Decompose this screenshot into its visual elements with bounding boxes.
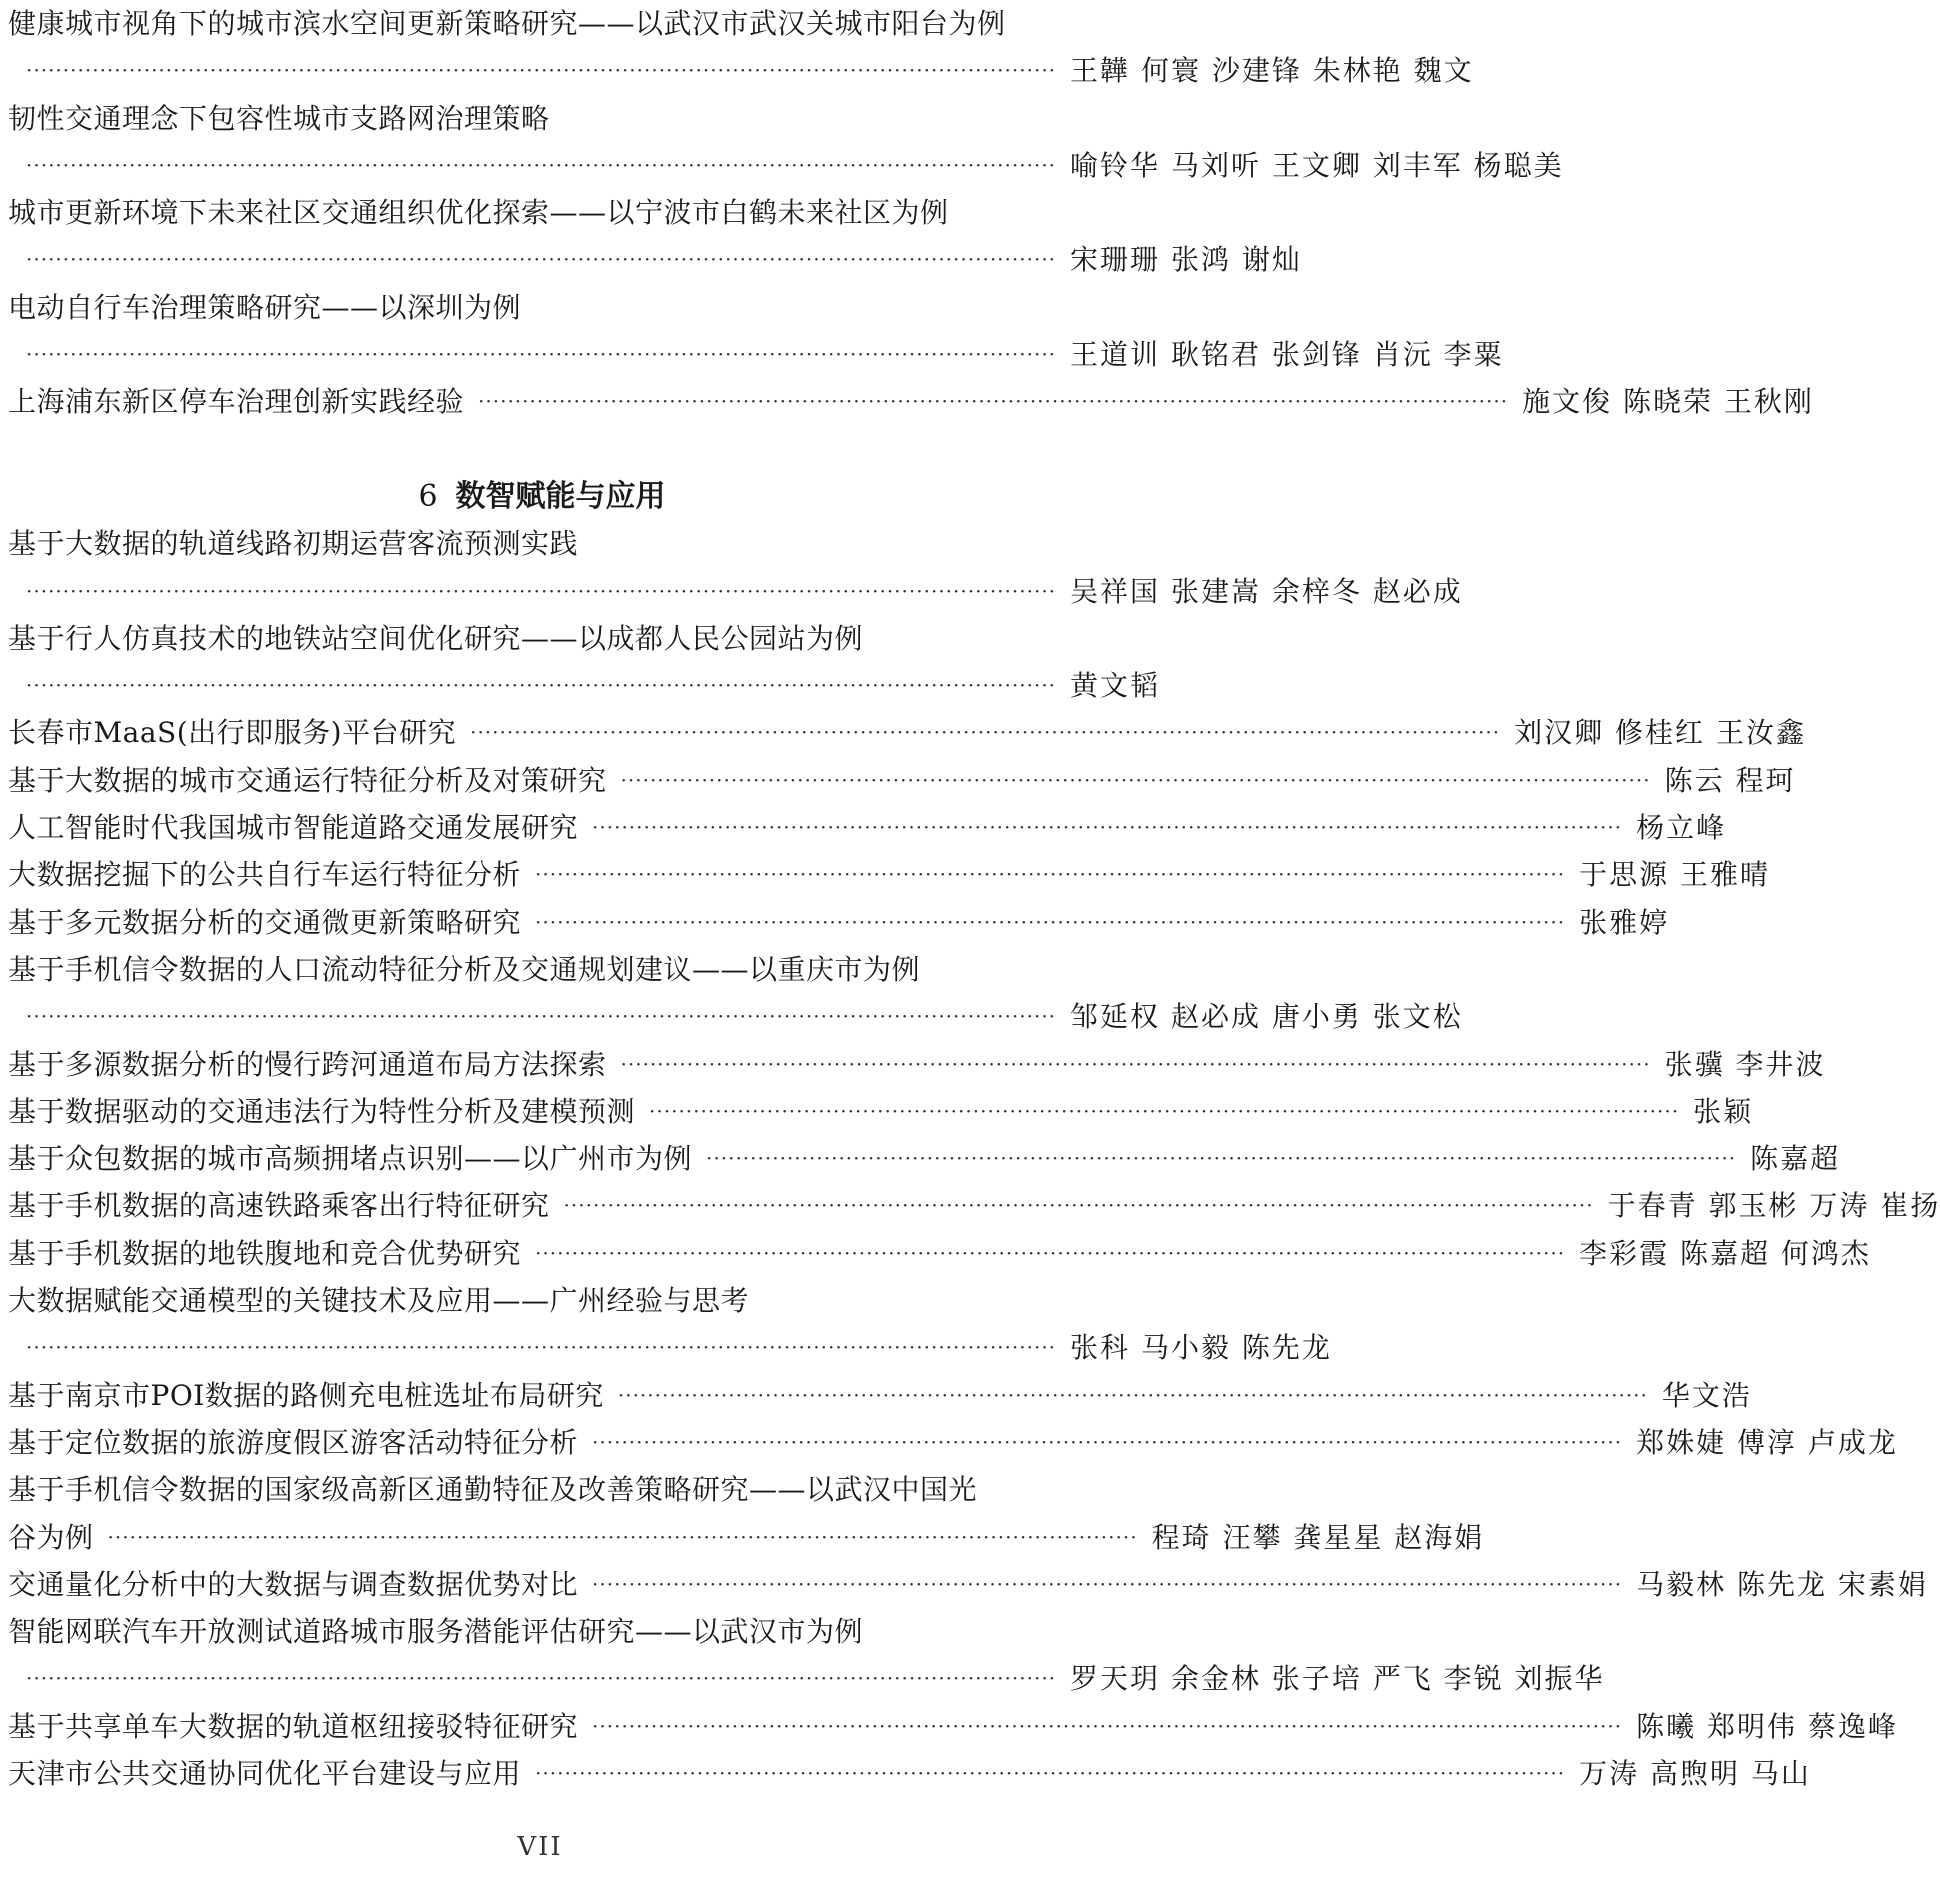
- entry-authors: 郑姝婕 傅淳 卢成龙: [1636, 1425, 1898, 1459]
- toc-entry: [8, 1703, 1898, 1750]
- toc-entry-authors-line: [8, 1655, 1605, 1702]
- entry-title: 基于多源数据分析的慢行跨河通道布局方法探索: [8, 1047, 607, 1081]
- entry-title: 基于手机信令数据的国家级高新区通勤特征及改善策略研究——以武汉中国光: [8, 1473, 978, 1507]
- toc-entry: [8, 1182, 1940, 1229]
- toc-entry-authors-line: [8, 1324, 1332, 1371]
- page-number: VII: [517, 1832, 563, 1862]
- entry-authors: 邹延权 赵必成 唐小勇 张文松: [1070, 1000, 1463, 1034]
- entry-authors: 张雅婷: [1579, 905, 1670, 939]
- entry-title: 基于多元数据分析的交通微更新策略研究: [8, 905, 522, 939]
- section-number: 6: [418, 478, 438, 514]
- dot-leader: ············································································································································: [26, 1004, 1057, 1029]
- dot-leader: ············································································································································: [620, 1051, 1651, 1076]
- dot-leader: ············································································································································: [26, 1666, 1057, 1691]
- entry-title: 电动自行车治理策略研究——以深圳为例: [8, 290, 522, 324]
- entry-authors: 于思源 王雅晴: [1579, 858, 1770, 892]
- entry-title: 韧性交通理念下包容性城市支路网治理策略: [8, 101, 550, 135]
- toc-entry-authors-line: [8, 568, 1463, 615]
- entry-authors: 于春青 郭玉彬 万涛 崔扬: [1607, 1189, 1940, 1223]
- entry-title: 交通量化分析中的大数据与调查数据优势对比: [8, 1567, 579, 1601]
- toc-entry-title-line: [8, 1277, 1076, 1324]
- entry-authors: 罗天玥 余金林 张子培 严飞 李锐 刘振华: [1070, 1662, 1605, 1696]
- dot-leader: ············································································································································: [592, 1571, 1623, 1596]
- dot-leader: ············································································································································: [26, 673, 1057, 698]
- toc-entry-title-line: [8, 284, 1076, 331]
- dot-leader: ············································································································································: [535, 909, 1566, 934]
- section-heading: [8, 473, 1076, 520]
- toc-entry: [8, 851, 1770, 898]
- entry-authors: 张科 马小毅 陈先龙: [1070, 1331, 1332, 1365]
- entry-authors: 王韡 何寰 沙建锋 朱林艳 魏文: [1070, 54, 1474, 88]
- toc-entry-title-line: [8, 1608, 1076, 1655]
- entry-authors: 陈嘉超: [1750, 1142, 1841, 1176]
- entry-authors: 马毅林 陈先龙 宋素娟: [1636, 1567, 1928, 1601]
- dot-leader: ············································································································································: [478, 389, 1509, 414]
- entry-title: 大数据赋能交通模型的关键技术及应用——广州经验与思考: [8, 1284, 750, 1318]
- section-title: 数智赋能与应用: [455, 478, 666, 514]
- toc-entry-title-line: [8, 0, 1076, 47]
- entry-authors: 黄文韬: [1070, 669, 1161, 703]
- entry-title: 基于南京市POI数据的路侧充电桩选址布局研究: [8, 1378, 604, 1412]
- toc-entry: [8, 1041, 1826, 1088]
- entry-title: 城市更新环境下未来社区交通组织优化探索——以宁波市白鹤未来社区为例: [8, 196, 949, 230]
- entry-authors: 陈曦 郑明伟 蔡逸峰: [1636, 1709, 1898, 1743]
- toc-entry: [8, 1372, 1752, 1419]
- toc-entry-title-line: [8, 946, 1076, 993]
- entry-title: 人工智能时代我国城市智能道路交通发展研究: [8, 811, 579, 845]
- entry-authors: 张颖: [1693, 1094, 1754, 1128]
- toc-entry-title-line: [8, 1466, 1076, 1513]
- dot-leader: ············································································································································: [617, 1382, 1648, 1407]
- toc-entry-title-line: [8, 189, 1076, 236]
- toc-entry-authors-line: [8, 993, 1463, 1040]
- toc-entry: [8, 378, 1814, 425]
- spacer: [8, 426, 1076, 473]
- dot-leader: ············································································································································: [592, 1429, 1623, 1454]
- entry-title: 基于行人仿真技术的地铁站空间优化研究——以成都人民公园站为例: [8, 621, 864, 655]
- toc-entry: [8, 757, 1796, 804]
- entry-title: 基于大数据的城市交通运行特征分析及对策研究: [8, 763, 607, 797]
- entry-title: 基于大数据的轨道线路初期运营客流预测实践: [8, 527, 579, 561]
- entry-title: 天津市公共交通协同优化平台建设与应用: [8, 1756, 522, 1790]
- entry-authors: 施文俊 陈晓荣 王秋刚: [1522, 385, 1814, 419]
- entry-authors: 万涛 高煦明 马山: [1579, 1756, 1811, 1790]
- table-of-contents: [8, 0, 1940, 1797]
- toc-entry-title-line: [8, 615, 1076, 662]
- entry-title: 基于手机数据的高速铁路乘客出行特征研究: [8, 1189, 550, 1223]
- toc-entry: [8, 709, 1806, 756]
- entry-authors: 吴祥国 张建嵩 余梓冬 赵必成: [1070, 574, 1463, 608]
- toc-entry: [8, 1135, 1841, 1182]
- entry-authors: 宋珊珊 张鸿 谢灿: [1070, 243, 1302, 277]
- entry-authors: 刘汉卿 修桂红 王汝鑫: [1514, 716, 1806, 750]
- entry-title: 上海浦东新区停车治理创新实践经验: [8, 385, 465, 419]
- dot-leader: ············································································································································: [535, 1240, 1566, 1265]
- dot-leader: ············································································································································: [620, 767, 1651, 792]
- toc-entry: [8, 1419, 1898, 1466]
- toc-entry-authors-line: [8, 142, 1564, 189]
- entry-title: 基于众包数据的城市高频拥堵点识别——以广州市为例: [8, 1142, 693, 1176]
- entry-authors: 喻铃华 马刘听 王文卿 刘丰军 杨聪美: [1070, 148, 1564, 182]
- entry-title: 长春市MaaS(出行即服务)平台研究: [8, 716, 457, 750]
- toc-entry-authors-line: [8, 236, 1302, 283]
- entry-authors: 华文浩: [1661, 1378, 1752, 1412]
- dot-leader: ············································································································································: [706, 1146, 1737, 1171]
- entry-authors: 张骥 李井波: [1664, 1047, 1826, 1081]
- entry-authors: 程琦 汪攀 龚星星 赵海娟: [1151, 1520, 1485, 1554]
- dot-leader: ············································································································································: [26, 578, 1057, 603]
- toc-entry-title-line: [8, 95, 1076, 142]
- dot-leader: ············································································································································: [535, 1760, 1566, 1785]
- toc-entry-authors-line: [8, 47, 1474, 94]
- entry-title: 基于数据驱动的交通违法行为特性分析及建模预测: [8, 1094, 636, 1128]
- dot-leader: ············································································································································: [592, 1713, 1623, 1738]
- entry-authors: 杨立峰: [1636, 811, 1727, 845]
- dot-leader: ············································································································································: [563, 1193, 1594, 1218]
- dot-leader: ············································································································································: [26, 58, 1057, 83]
- entry-title: 大数据挖掘下的公共自行车运行特征分析: [8, 858, 522, 892]
- entry-title: 基于手机信令数据的人口流动特征分析及交通规划建议——以重庆市为例: [8, 952, 921, 986]
- dot-leader: ············································································································································: [26, 152, 1057, 177]
- toc-entry: [8, 1230, 1871, 1277]
- dot-leader: ············································································································································: [26, 342, 1057, 367]
- toc-entry: [8, 1561, 1928, 1608]
- toc-entry: [8, 804, 1727, 851]
- toc-entry-authors-line: [8, 331, 1504, 378]
- entry-authors: 李彩霞 陈嘉超 何鸿杰: [1579, 1236, 1871, 1270]
- entry-authors: 陈云 程珂: [1664, 763, 1796, 797]
- toc-entry: [8, 1750, 1811, 1797]
- dot-leader: ············································································································································: [26, 247, 1057, 272]
- entry-title: 健康城市视角下的城市滨水空间更新策略研究——以武汉市武汉关城市阳台为例: [8, 7, 1006, 40]
- toc-entry: [8, 1514, 1485, 1561]
- toc-entry: [8, 899, 1670, 946]
- dot-leader: ············································································································································: [470, 720, 1501, 745]
- entry-title: 谷为例: [8, 1520, 94, 1554]
- dot-leader: ············································································································································: [649, 1098, 1680, 1123]
- entry-title: 智能网联汽车开放测试道路城市服务潜能评估研究——以武汉市为例: [8, 1615, 864, 1649]
- toc-entry-authors-line: [8, 662, 1161, 709]
- toc-entry: [8, 1088, 1754, 1135]
- dot-leader: ············································································································································: [592, 815, 1623, 840]
- toc-entry-title-line: [8, 520, 1076, 567]
- entry-title: 基于定位数据的旅游度假区游客活动特征分析: [8, 1425, 579, 1459]
- entry-title: 基于共享单车大数据的轨道枢纽接驳特征研究: [8, 1709, 579, 1743]
- dot-leader: ············································································································································: [535, 862, 1566, 887]
- dot-leader: ············································································································································: [107, 1524, 1138, 1549]
- dot-leader: ············································································································································: [26, 1335, 1057, 1360]
- entry-authors: 王道训 耿铭君 张剑锋 肖沅 李粟: [1070, 338, 1504, 372]
- entry-title: 基于手机数据的地铁腹地和竞合优势研究: [8, 1236, 522, 1270]
